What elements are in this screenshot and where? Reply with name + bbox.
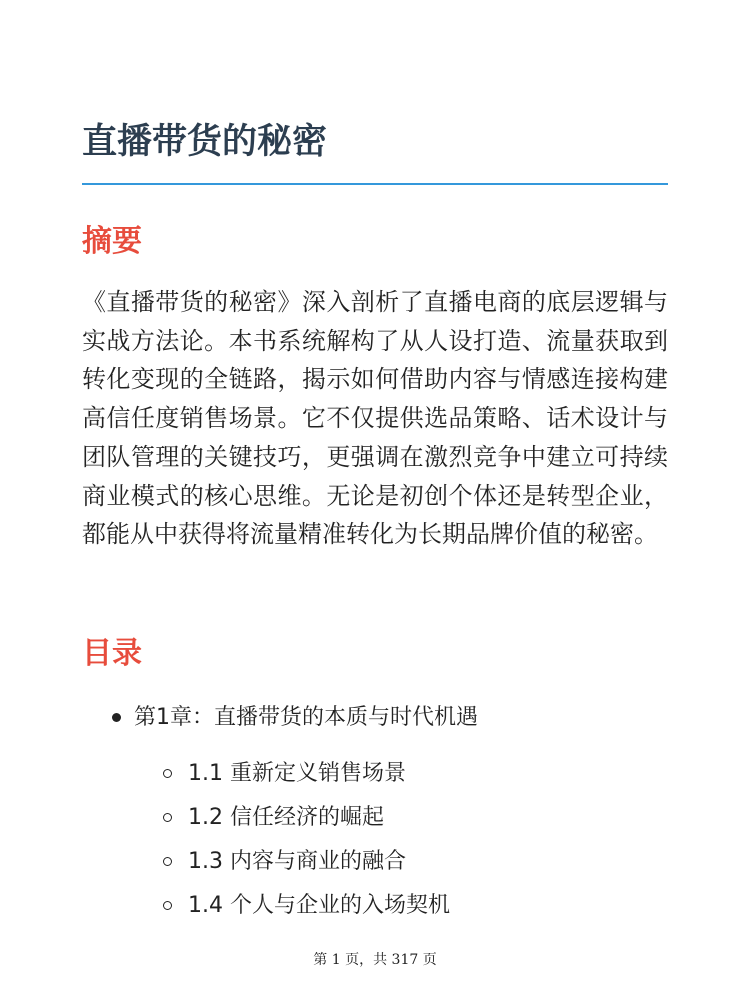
toc-section-item (82, 842, 668, 882)
toc-heading: 目录 (82, 636, 142, 671)
page-footer: 第 1 页，共 317 页 (313, 952, 437, 968)
bullet-disc-icon (112, 713, 121, 722)
abstract-heading: 摘要 (82, 224, 142, 259)
toc-section-label: 1.1 重新定义销售场景 (188, 761, 406, 786)
toc-section-item (82, 798, 668, 838)
toc-chapter-label: 第1章：直播带货的本质与时代机遇 (134, 705, 478, 730)
document-title: 直播带货的秘密 (82, 122, 328, 162)
bullet-circle-icon (163, 857, 172, 866)
toc-section-label: 1.3 内容与商业的融合 (188, 849, 406, 874)
toc-section-label: 1.4 个人与企业的入场契机 (188, 893, 450, 918)
toc-chapter-item (82, 698, 668, 738)
title-divider (82, 183, 668, 185)
bullet-circle-icon (163, 901, 172, 910)
toc-section-item (82, 754, 668, 794)
toc-section-label: 1.2 信任经济的崛起 (188, 805, 384, 830)
bullet-circle-icon (163, 769, 172, 778)
bullet-circle-icon (163, 813, 172, 822)
toc-section-item (82, 886, 668, 926)
abstract-paragraph: 《直播带货的秘密》深入剖析了直播电商的底层逻辑与实战方法论。本书系统解构了从人设打造、流量获取到转化变现的全链路，揭示如何借助内容与情感连接构建高信任度销售场景。它不仅提供选品策略、话术设计与团队管理的关键技巧，更强调在激烈竞争中建立可持续商业模式的核心思维。无论是初创个体还是转型企业，都能从中获得将流量精准转化为长期品牌价值的秘密。 (82, 288, 668, 549)
